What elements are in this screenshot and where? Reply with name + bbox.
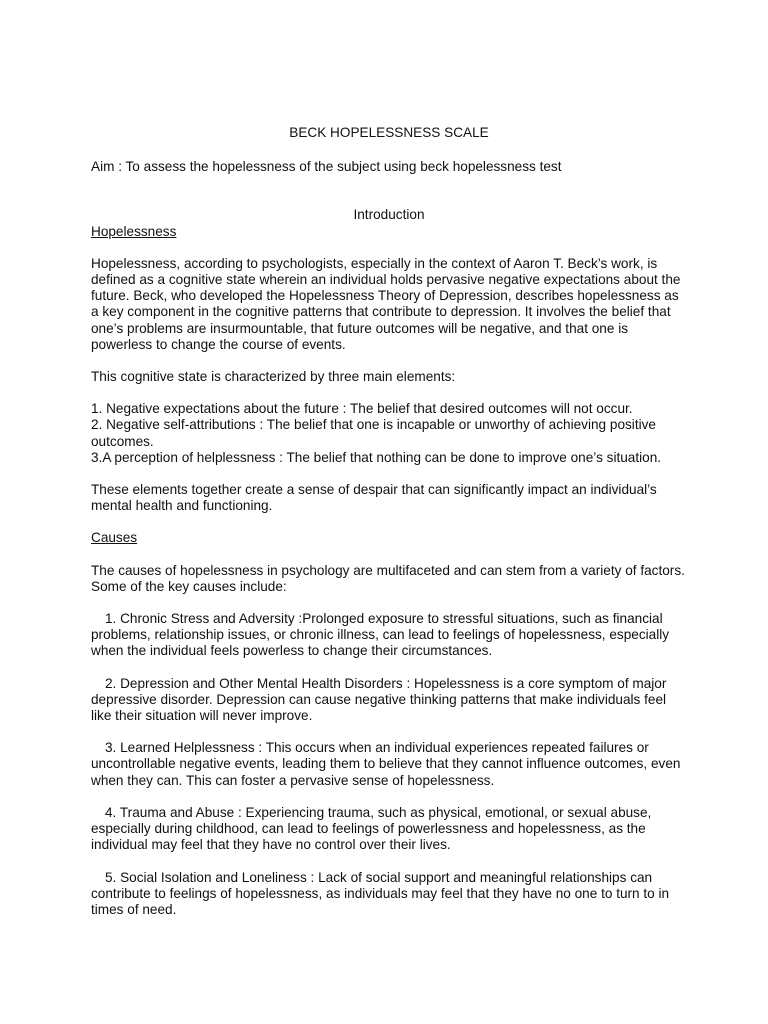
hopelessness-heading: Hopelessness (91, 223, 177, 239)
hopelessness-paragraph: Hopelessness, according to psychologists, especially in the context of Aaron T. Beck’s work, is defined as a cognitive state wherein an individual holds pervasive negative expectations about the future. Beck, who developed the Hopelessness Theory of Depression, describes hopelessness as a key component in the cognitive patterns that contribute to depression. It involves the belief that one’s problems are insurmountable, that future outcomes will be negative, and that one is powerless to change the course of events. (91, 255, 681, 352)
elements-summary: These elements together create a sense of despair that can significantly impact an individual’s mental health and functioning. (91, 482, 657, 514)
cause-item: 3. Learned Helplessness : This occurs when an individual experiences repeated failures or uncontrollable negative events, leading them to believe that they cannot influence outcomes, even when they can. This can foster a pervasive sense of hopelessness. (91, 740, 681, 788)
element-item: 1. Negative expectations about the future : The belief that desired outcomes will not occur. (91, 401, 633, 417)
element-item: 3.A perception of helplessness : The belief that nothing can be done to improve one’s situation. (91, 449, 662, 465)
cause-item: 1. Chronic Stress and Adversity :Prolonged exposure to stressful situations, such as financial problems, relationship issues, or chronic illness, can lead to feelings of hopelessness, especially when the individual feels powerless to change their circumstances. (91, 611, 670, 659)
elements-list (91, 401, 687, 466)
introduction-heading: Introduction (353, 207, 425, 223)
cause-item: 2. Depression and Other Mental Health Disorders : Hopelessness is a core symptom of major depressive disorder. Depression can cause negative thinking patterns that make individuals feel like their situation will never improve. (91, 675, 667, 724)
document-title: BECK HOPELESSNESS SCALE (289, 125, 489, 140)
cause-item: 5. Social Isolation and Loneliness : Lack of social support and meaningful relationships can contribute to feelings of hopelessness, as individuals may feel that they have no one to turn to in times of need. (91, 869, 670, 917)
element-item: 2. Negative self-attributions : The belief that one is incapable or unworthy of achieving positive outcomes. (91, 417, 656, 449)
document-body (91, 125, 687, 918)
causes-heading: Causes (91, 530, 138, 546)
causes-intro: The causes of hopelessness in psychology are multifaceted and can stem from a variety of factors. Some of the key causes include: (91, 562, 685, 594)
aim-statement: Aim : To assess the hopelessness of the subject using beck hopelessness test (91, 159, 562, 175)
elements-intro: This cognitive state is characterized by three main elements: (91, 369, 456, 385)
cause-item: 4. Trauma and Abuse : Experiencing trauma, such as physical, emotional, or sexual abuse, especially during childhood, can lead to feelings of powerlessness and hopelessness, as the individual may feel that they have no control over their lives. (91, 804, 652, 853)
